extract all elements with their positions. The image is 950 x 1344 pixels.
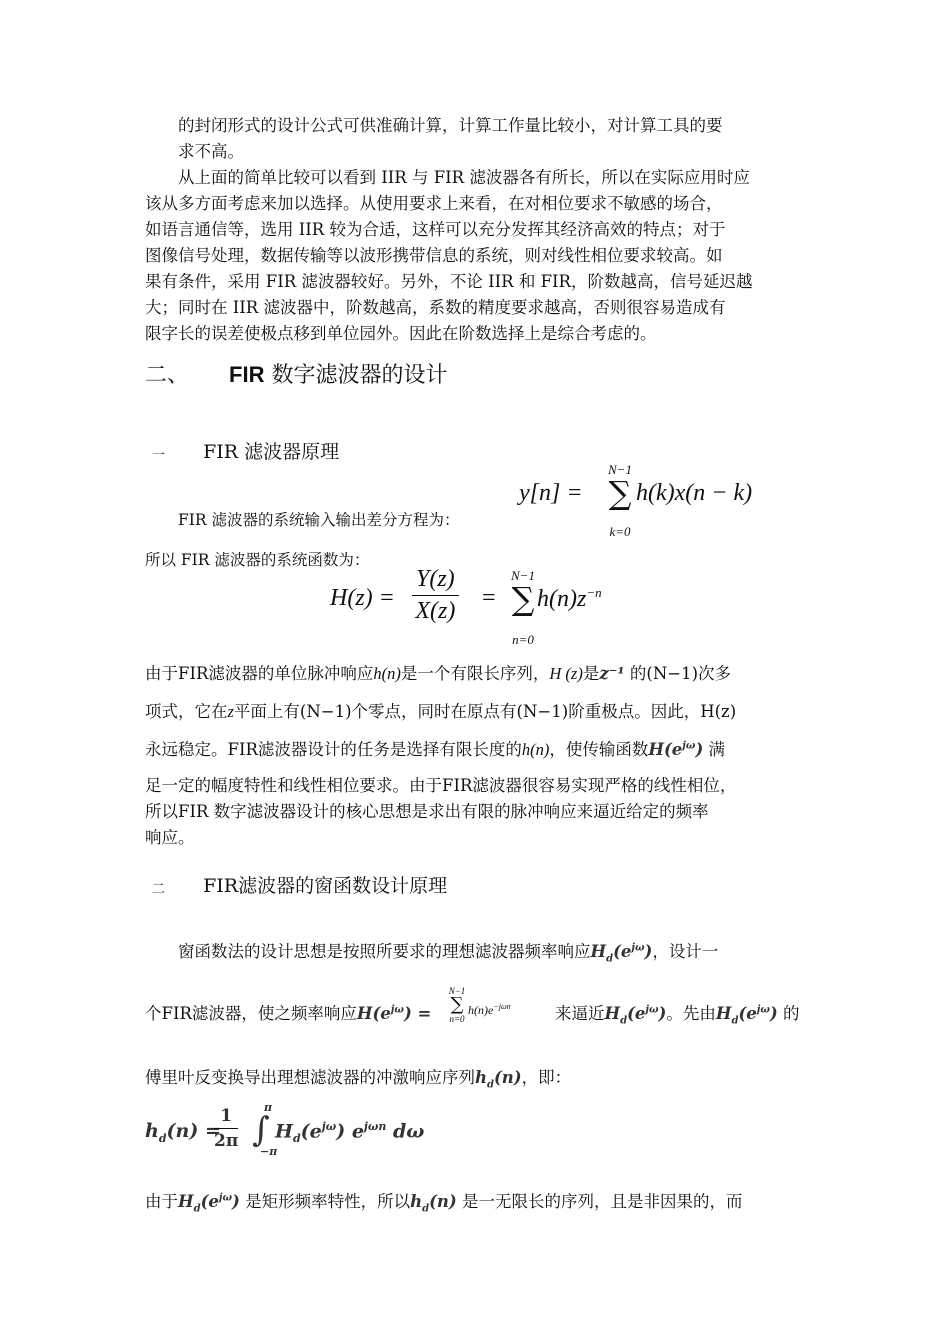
comparison-line-1: 从上面的简单比较可以看到 IIR 与 FIR 滤波器各有所长，所以在实际应用时应 bbox=[178, 168, 750, 187]
comparison-line-6: 大；同时在 IIR 滤波器中，阶数越高，系数的精度要求越高，否则很容易造成有 bbox=[145, 298, 726, 317]
formula-math: ) bbox=[336, 1120, 346, 1143]
window-sum-bottom: n=0 bbox=[449, 1014, 465, 1024]
window-text: 窗函数法的设计思想是按照所要求的理想滤波器频率响应 bbox=[178, 942, 591, 961]
formula-math: d bbox=[292, 1132, 301, 1146]
window-math: (n) bbox=[429, 1192, 457, 1211]
fir-desc-math: z bbox=[227, 702, 234, 721]
window-math: d bbox=[606, 953, 614, 965]
window-math: −jωn bbox=[493, 1002, 511, 1011]
formula-numerator: 1 bbox=[214, 1106, 238, 1129]
formula-math: d bbox=[158, 1131, 167, 1145]
formula-math: jωn bbox=[363, 1120, 387, 1133]
fir-desc-line-1 bbox=[145, 660, 731, 684]
difference-equation bbox=[519, 480, 583, 507]
fir-desc-text: 的(N−1)次多 bbox=[624, 664, 732, 683]
window-text: 的 bbox=[777, 1004, 800, 1023]
inverse-formula-fraction bbox=[214, 1106, 238, 1151]
window-term bbox=[468, 1002, 511, 1018]
sysfunc-sum-bottom: n=0 bbox=[512, 632, 534, 647]
window-text: 由于 bbox=[145, 1192, 178, 1211]
diff-eq-rhs: h(k)x(n − k) bbox=[636, 480, 753, 506]
comparison-line-2: 该从多方面考虑来加以选择。从使用要求上来看，在对相位要求不敏感的场合， bbox=[145, 194, 723, 213]
window-text: 是矩形频率特性，所以 bbox=[239, 1192, 411, 1211]
fir-desc-line-6: 响应。 bbox=[145, 828, 195, 847]
fir-desc-line-2 bbox=[145, 698, 736, 722]
window-math: H bbox=[604, 1004, 621, 1023]
intro-line-2: 求不高。 bbox=[178, 142, 244, 161]
window-text: ，设计一 bbox=[652, 942, 719, 961]
fir-desc-line-5: 所以FIR 数字滤波器设计的核心思想是求出有限的脉冲响应来逼近给定的频率 bbox=[145, 802, 709, 821]
fir-desc-text: 是 bbox=[582, 664, 600, 683]
fir-desc-text: 满 bbox=[703, 740, 725, 759]
window-math: jω bbox=[218, 1192, 233, 1204]
comparison-line-4: 图像信号处理，数据传输等以波形携带信息的系统，则对线性相位要求较高。如 bbox=[145, 246, 723, 265]
window-para-line-2b bbox=[555, 1000, 799, 1026]
sysfunc-sum-top: N−1 bbox=[511, 568, 535, 583]
window-sum bbox=[446, 986, 468, 1024]
sysfunc-denominator: X(z) bbox=[415, 598, 456, 624]
formula-math: (e bbox=[300, 1120, 322, 1143]
window-math: ) bbox=[232, 1192, 240, 1211]
fir-desc-math: ) bbox=[695, 740, 704, 759]
fir-desc-text: 项式，它在 bbox=[145, 702, 228, 721]
window-math: d bbox=[731, 1015, 739, 1027]
window-text: ，即： bbox=[521, 1068, 572, 1087]
window-math: H bbox=[178, 1192, 194, 1211]
section-number: 二、 bbox=[145, 363, 190, 388]
formula-math: H bbox=[275, 1120, 293, 1143]
intro-paragraph bbox=[145, 113, 810, 165]
fir-desc-math: h(n) bbox=[521, 740, 550, 759]
window-math: (e bbox=[613, 942, 632, 961]
section-heading bbox=[145, 358, 447, 389]
window-para-line-4 bbox=[145, 1188, 742, 1214]
formula-math: (n) = bbox=[166, 1120, 221, 1142]
sum-symbol-icon: ∑ bbox=[608, 474, 632, 512]
sysfunc-label: 所以 FIR 滤波器的系统函数为： bbox=[145, 551, 370, 569]
fir-desc-text: 是一个有限长序列， bbox=[400, 664, 550, 683]
window-math: H bbox=[715, 1004, 732, 1023]
window-math: d bbox=[620, 1015, 628, 1027]
inverse-formula-body bbox=[275, 1120, 424, 1145]
subsection-2-number: 二 bbox=[152, 882, 166, 897]
sysfunc-rhs-term: h(n)z bbox=[537, 586, 587, 612]
formula-math: e bbox=[351, 1120, 364, 1143]
window-math: jω bbox=[645, 1004, 659, 1016]
subsection-1-number: 一 bbox=[152, 448, 166, 463]
window-math: ) = bbox=[403, 1004, 432, 1023]
window-math: ) bbox=[769, 1004, 778, 1023]
sysfunc-rhs-exp: −n bbox=[586, 585, 602, 600]
formula-denominator: 2π bbox=[214, 1131, 239, 1151]
fir-desc-math: H (z) bbox=[549, 664, 583, 683]
formula-math: jω bbox=[321, 1120, 337, 1133]
subsection-1-title: FIR 滤波器原理 bbox=[203, 441, 340, 463]
window-math: d bbox=[193, 1203, 201, 1215]
window-math: jω bbox=[756, 1004, 770, 1016]
fir-desc-math: jω bbox=[682, 740, 696, 752]
intro-line-1: 的封闭形式的设计公式可供准确计算，计算工作量比较小，对计算工具的要 bbox=[178, 116, 723, 135]
section-title-bold: FIR bbox=[229, 362, 265, 387]
sysfunc-equals: = bbox=[482, 585, 496, 611]
window-math: ) bbox=[658, 1004, 667, 1023]
comparison-paragraph bbox=[145, 165, 810, 347]
sysfunc-lhs: H(z) = bbox=[330, 585, 395, 611]
window-math: d bbox=[422, 1203, 430, 1215]
fir-desc-line-4: 足一定的幅度特性和线性相位要求。由于FIR滤波器很容易实现严格的线性相位， bbox=[145, 776, 737, 795]
formula-math: h bbox=[145, 1120, 159, 1142]
window-math: h(n)e bbox=[468, 1003, 494, 1017]
fir-desc-line-3 bbox=[145, 736, 725, 760]
diff-eq-label: FIR 滤波器的系统输入输出差分方程为： bbox=[178, 511, 460, 529]
window-math: h bbox=[475, 1068, 487, 1087]
window-math: (e bbox=[627, 1004, 646, 1023]
window-text: 傅里叶反变换导出理想滤波器的冲激响应序列 bbox=[145, 1068, 475, 1087]
window-text: 来逼近 bbox=[555, 1004, 605, 1023]
integral-bottom: −π bbox=[260, 1145, 278, 1158]
window-math: ) bbox=[644, 942, 653, 961]
fir-desc-math: z⁻¹ bbox=[599, 664, 625, 683]
sysfunc-rhs bbox=[537, 585, 602, 613]
window-para-line-3 bbox=[145, 1064, 571, 1090]
fir-desc-text: 永远稳定。FIR滤波器设计的任务是选择有限长度的 bbox=[145, 740, 522, 759]
inverse-formula-integral bbox=[250, 1101, 278, 1158]
subsection-2-title: FIR滤波器的窗函数设计原理 bbox=[203, 875, 448, 897]
window-math: (e bbox=[738, 1004, 757, 1023]
window-para-line-1 bbox=[178, 938, 718, 964]
window-math: H bbox=[590, 942, 607, 961]
window-math: (e bbox=[200, 1192, 219, 1211]
sysfunc-numerator: Y(z) bbox=[412, 566, 459, 596]
window-math: jω bbox=[631, 942, 645, 954]
subsection-2-heading bbox=[152, 871, 447, 898]
integral-top: π bbox=[264, 1101, 273, 1114]
window-text: 。先由 bbox=[666, 1004, 716, 1023]
inverse-formula-lhs bbox=[145, 1120, 221, 1145]
comparison-line-3: 如语言通信等，选用 IIR 较为合适，这样可以充分发挥其经济高效的特点；对于 bbox=[145, 220, 726, 239]
sysfunc-fraction bbox=[412, 566, 459, 625]
window-math: h bbox=[410, 1192, 423, 1211]
fir-desc-text: 平面上有(N−1)个零点，同时在原点有(N−1)阶重极点。因此，H(z) bbox=[233, 702, 737, 721]
diff-eq-sum-top: N−1 bbox=[608, 462, 632, 477]
window-math: (n) bbox=[494, 1068, 522, 1087]
diff-eq-lhs: y[n] = bbox=[519, 480, 583, 506]
fir-desc-math: h(n) bbox=[373, 664, 401, 683]
window-sum-top: N−1 bbox=[448, 986, 466, 996]
window-text: 是一无限长的序列，且是非因果的，而 bbox=[456, 1192, 743, 1211]
diff-eq-sum-bottom: k=0 bbox=[609, 524, 631, 539]
window-math: jω bbox=[390, 1004, 404, 1016]
window-text: 个FIR滤波器，使之频率响应 bbox=[145, 1004, 357, 1023]
comparison-line-7: 限字长的误差使极点移到单位园外。因此在阶数选择上是综合考虑的。 bbox=[145, 324, 657, 343]
window-math: H(e bbox=[356, 1004, 391, 1023]
integral-symbol-icon: ∫ bbox=[252, 1110, 270, 1150]
formula-math: dω bbox=[393, 1120, 425, 1143]
fir-desc-text: ，使传输函数 bbox=[549, 740, 649, 759]
window-math: d bbox=[487, 1079, 494, 1091]
window-para-line-2 bbox=[145, 1000, 431, 1024]
section-title-rest: 数字滤波器的设计 bbox=[271, 363, 448, 388]
fir-desc-math: H(e bbox=[648, 740, 683, 759]
subsection-1-heading bbox=[152, 437, 339, 464]
fir-desc-text: 由于FIR滤波器的单位脉冲响应 bbox=[145, 664, 374, 683]
sum-symbol-icon: ∑ bbox=[511, 580, 535, 618]
comparison-line-5: 果有条件，采用 FIR 滤波器较好。另外，不论 IIR 和 FIR，阶数越高，信号延迟越 bbox=[145, 272, 753, 291]
sum-symbol-icon: ∑ bbox=[450, 994, 464, 1015]
